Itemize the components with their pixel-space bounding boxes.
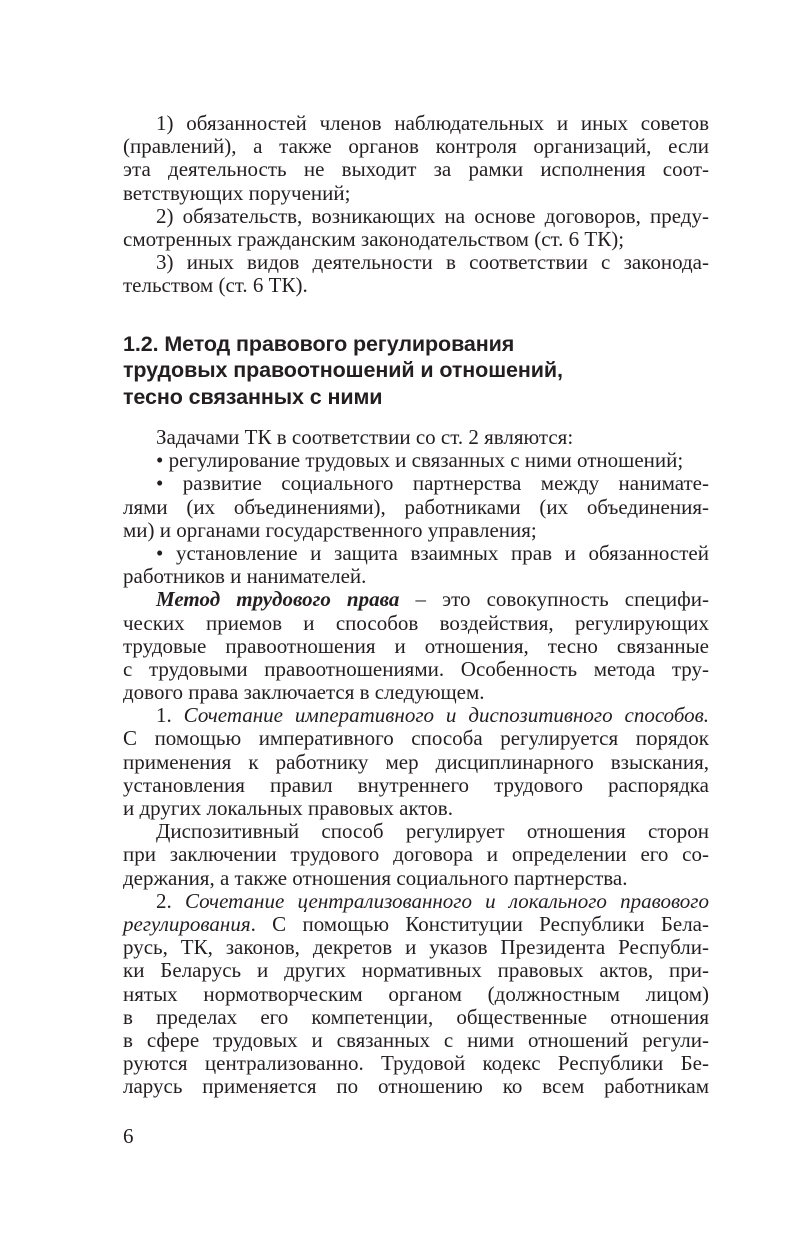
text-line: и других локальных правовых актов.: [123, 796, 453, 820]
text-line: ческих приемов и способов воздействия, регулирующих: [123, 610, 709, 635]
point-number: 2.: [156, 888, 185, 913]
text-line: ветствующих поручений;: [123, 180, 351, 205]
method-term: Метод трудового права: [156, 587, 400, 612]
text-line: нятых нормотворческим органом (должностным лицом): [123, 981, 709, 1006]
text-line: ки Беларусь и других нормативных правовых актов, при-: [123, 958, 709, 983]
text-line: 3) иных видов деятельности в соответствии с законода-: [156, 250, 709, 275]
text-line: [123, 890, 709, 913]
task-bullet-3: [123, 542, 709, 588]
point-title: Сочетание императивного и диспозитивного способов.: [183, 703, 709, 728]
text-line: ми) и органами государственного управления;: [123, 517, 537, 542]
text-line: тельством (ст. 6 ТК).: [123, 273, 308, 298]
page-number: 6: [123, 1124, 134, 1148]
text-line: эта деятельность не выходит за рамки исполнения соот-: [123, 157, 709, 182]
heading-line: тесно связанных с ними: [123, 384, 383, 409]
text-line: • установление и защита взаимных прав и обязанностей: [156, 540, 709, 565]
text-line: в сфере трудовых и связанных с ними отношений регули-: [123, 1027, 709, 1052]
task-bullet-2: [123, 472, 709, 542]
text-line: при заключении трудового договора и определении его со-: [123, 842, 709, 867]
heading-line: 1.2. Метод правового регулирования: [123, 331, 515, 356]
text-line: 1) обязанностей членов наблюдательных и иных советов: [156, 111, 709, 135]
point-title: Сочетание централизованного и локального правового: [184, 888, 709, 913]
point-number: 1.: [156, 703, 184, 728]
text-line: Диспозитивный способ регулирует отношения сторон: [156, 819, 709, 844]
text-line: руются централизованно. Трудовой кодекс Республики Бе-: [123, 1051, 709, 1076]
text-line: Задачами ТК в соответствии со ст. 2 являются:: [156, 425, 574, 449]
text-line: • развитие социального партнерства между нанимате-: [156, 471, 709, 496]
text-line: смотренных гражданским законодательством (ст. 6 ТК);: [123, 226, 625, 251]
text-line: лями (их объединениями), работниками (их объединения-: [123, 494, 709, 519]
method-line1-rest: – это совокупность специфи-: [399, 587, 709, 612]
section-heading: [123, 331, 709, 411]
page-content: [123, 112, 709, 1098]
text-line: ларусь применяется по отношению ко всем работникам: [123, 1074, 709, 1099]
tasks-intro: [123, 426, 709, 449]
text-line: 2) обязательств, возникающих на основе договоров, преду-: [156, 203, 709, 228]
list-item-2: [123, 205, 709, 251]
task-bullet-1: [123, 449, 709, 472]
point-title-cont: регулирования: [123, 911, 251, 936]
list-item-1: [123, 112, 709, 205]
text-line: С помощью императивного способа регулируется порядок: [123, 726, 709, 751]
dispositive-paragraph: [123, 820, 709, 890]
text-line: применения к работнику мер дисциплинарного взыскания,: [123, 749, 709, 774]
heading-line: трудовых правоотношений и отношений,: [123, 358, 563, 382]
text-line: работников и нанимателей.: [123, 564, 367, 589]
text-line: держания, а также отношения социального партнерства.: [123, 865, 628, 890]
point-2-paragraph: [123, 890, 709, 1099]
point-1-paragraph: [123, 704, 709, 820]
text-line: установления правил внутреннего трудового распорядка: [123, 772, 709, 797]
point-2-line2-rest: . С помощью Конституции Республики Бела-: [250, 911, 709, 936]
text-line: дового права заключается в следующем.: [123, 680, 485, 705]
text-line: в пределах его компетенции, общественные отношения: [123, 1004, 709, 1029]
text-line: [123, 588, 709, 611]
text-line: с трудовыми правоотношениями. Особенность метода тру-: [123, 656, 709, 681]
text-line: русь, ТК, законов, декретов и указов Президента Республи-: [123, 935, 709, 960]
text-line: (правлений), а также органов контроля организаций, если: [123, 134, 709, 159]
text-line: • регулирование трудовых и связанных с ними отношений;: [156, 448, 684, 473]
text-line: трудовые правоотношения и отношения, тесно связанные: [123, 633, 709, 658]
text-line: [123, 704, 709, 727]
text-line: [123, 913, 709, 936]
method-paragraph: [123, 588, 709, 704]
list-item-3: [123, 251, 709, 297]
